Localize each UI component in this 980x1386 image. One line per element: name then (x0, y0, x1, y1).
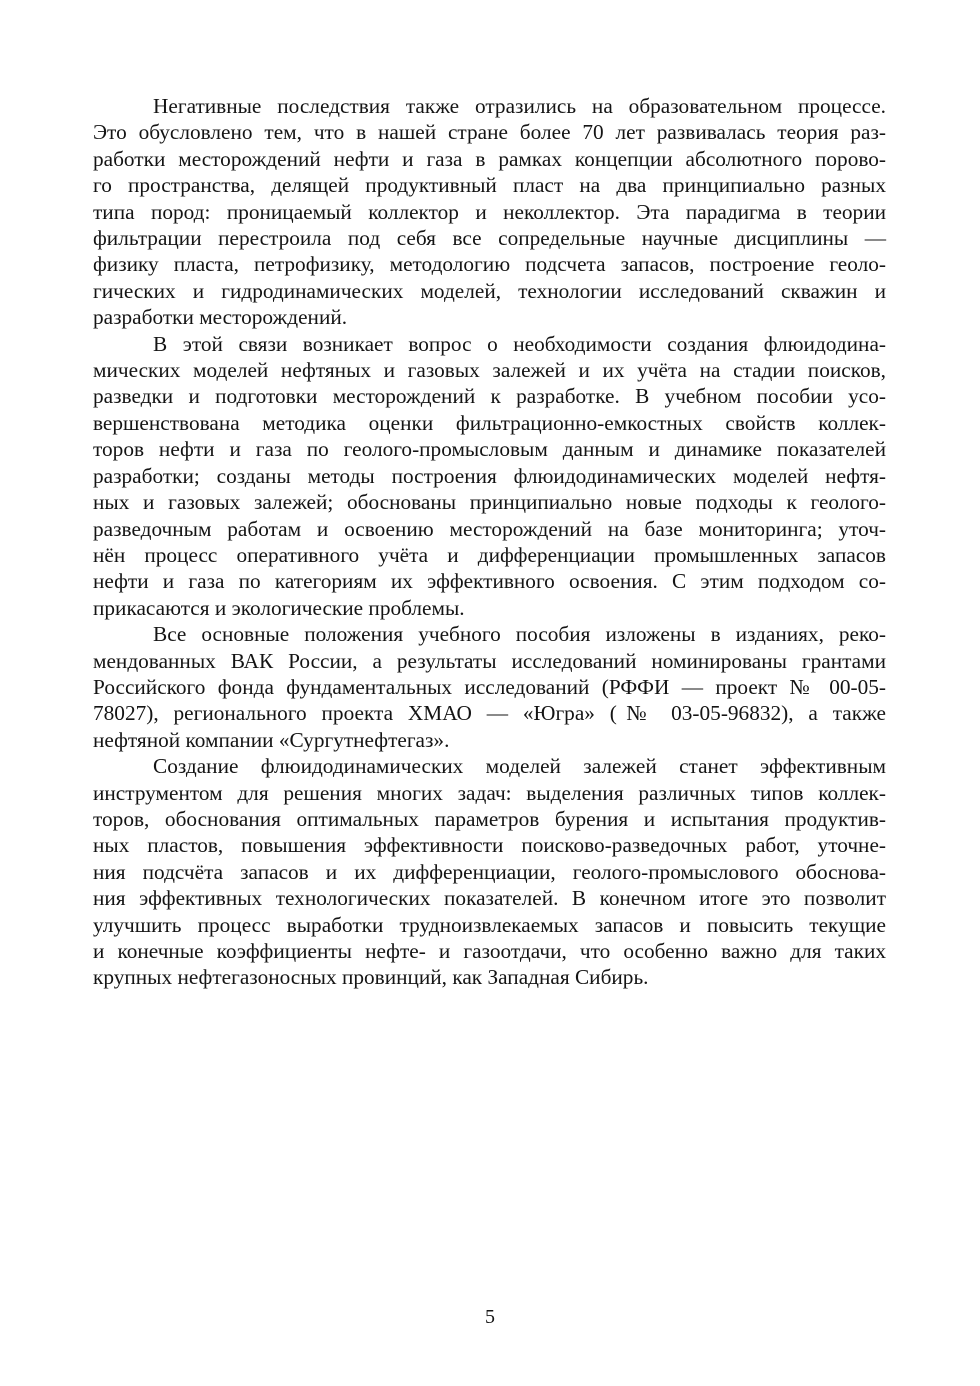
text-line: улучшить процесс выработки трудноизвлекаемых запасов и повысить текущие (93, 912, 886, 937)
text-line: типа пород: проницаемый коллектор и неколлектор. Эта парадигма в теории (93, 199, 886, 224)
paragraph-4 (93, 753, 886, 991)
paragraph-3 (93, 621, 886, 753)
text-line: и конечные коэффициенты нефте- и газоотдачи, что особенно важно для таких (93, 939, 886, 963)
text-line: разведки и подготовки месторождений к разработке. В учебном пособии усо- (93, 384, 886, 409)
text-line: разведочным работам и освоению месторождений на базе мониторинга; уточ- (93, 516, 886, 541)
text-line: Это обусловлено тем, что в нашей стране более 70 лет развивалась теория раз- (93, 120, 886, 145)
text-line: мических моделей нефтяных и газовых залежей и их учёта на стадии поисков, (93, 358, 886, 383)
text-line: го пространства, делящей продуктивный пласт на два принципиально разных (93, 173, 886, 198)
paragraph-2 (93, 331, 886, 621)
text-line: мендованных ВАК России, а результаты исследований номинированы грантами (93, 648, 886, 673)
text-line: Все основные положения учебного пособия изложены в изданиях, реко- (153, 622, 886, 647)
text-line: разработки месторождений. (93, 305, 348, 330)
text-line: ния эффективных технологических показателей. В конечном итоге это позволит (93, 886, 886, 911)
text-line: инструментом для решения многих задач: выделения различных типов коллек- (93, 780, 886, 805)
text-line: ных пластов, повышения эффективности поисково-разведочных работ, уточне- (93, 833, 886, 858)
text-line: ных и газовых залежей; обоснованы принципиально новые подходы к геолого- (93, 490, 886, 515)
text-line: разработки; созданы методы построения флюидодинамических моделей нефтя- (93, 463, 886, 488)
document-body (93, 93, 886, 991)
text-line: Негативные последствия также отразились на образовательном процессе. (153, 94, 886, 118)
text-line: 78027), регионального проекта ХМАО — «Югра» (№ 03-05-96832), а также (93, 701, 886, 726)
page-number: 5 (485, 1306, 495, 1328)
text-line: торов, обоснования оптимальных параметров бурения и испытания продуктив- (93, 806, 886, 831)
text-line: работки месторождений нефти и газа в рамках концепции абсолютного порово- (93, 146, 886, 171)
text-line: фильтрации перестроила под себя все сопредельные научные дисциплины — (93, 226, 886, 251)
text-line: крупных нефтегазоносных провинций, как Западная Сибирь. (93, 965, 649, 990)
text-line: Создание флюидодинамических моделей залежей станет эффективным (153, 754, 886, 779)
text-line: прикасаются и экологические проблемы. (93, 595, 465, 620)
text-line: вершенствована методика оценки фильтрационно-емкостных свойств коллек- (93, 410, 886, 435)
text-line: торов нефти и газа по геолого-промысловым данным и динамике показателей (93, 437, 886, 462)
text-line: нён процесс оперативного учёта и дифференциации промышленных запасов (93, 542, 886, 567)
text-line: нефти и газа по категориям их эффективного освоения. С этим подходом со- (93, 569, 886, 594)
text-line: физику пласта, петрофизику, методологию подсчета запасов, построение геоло- (93, 252, 886, 277)
text-line: гических и гидродинамических моделей, технологии исследований скважин и (93, 278, 886, 303)
text-line: ния подсчёта запасов и их дифференциации, геолого-промыслового обоснова- (93, 859, 886, 884)
text-line: нефтяной компании «Сургутнефтегаз». (93, 727, 450, 752)
text-line: В этой связи возникает вопрос о необходимости создания флюидодина- (153, 331, 886, 356)
paragraph-1 (93, 93, 886, 331)
text-line: Российского фонда фундаментальных исследований (РФФИ — проект № 00-05- (93, 674, 886, 699)
